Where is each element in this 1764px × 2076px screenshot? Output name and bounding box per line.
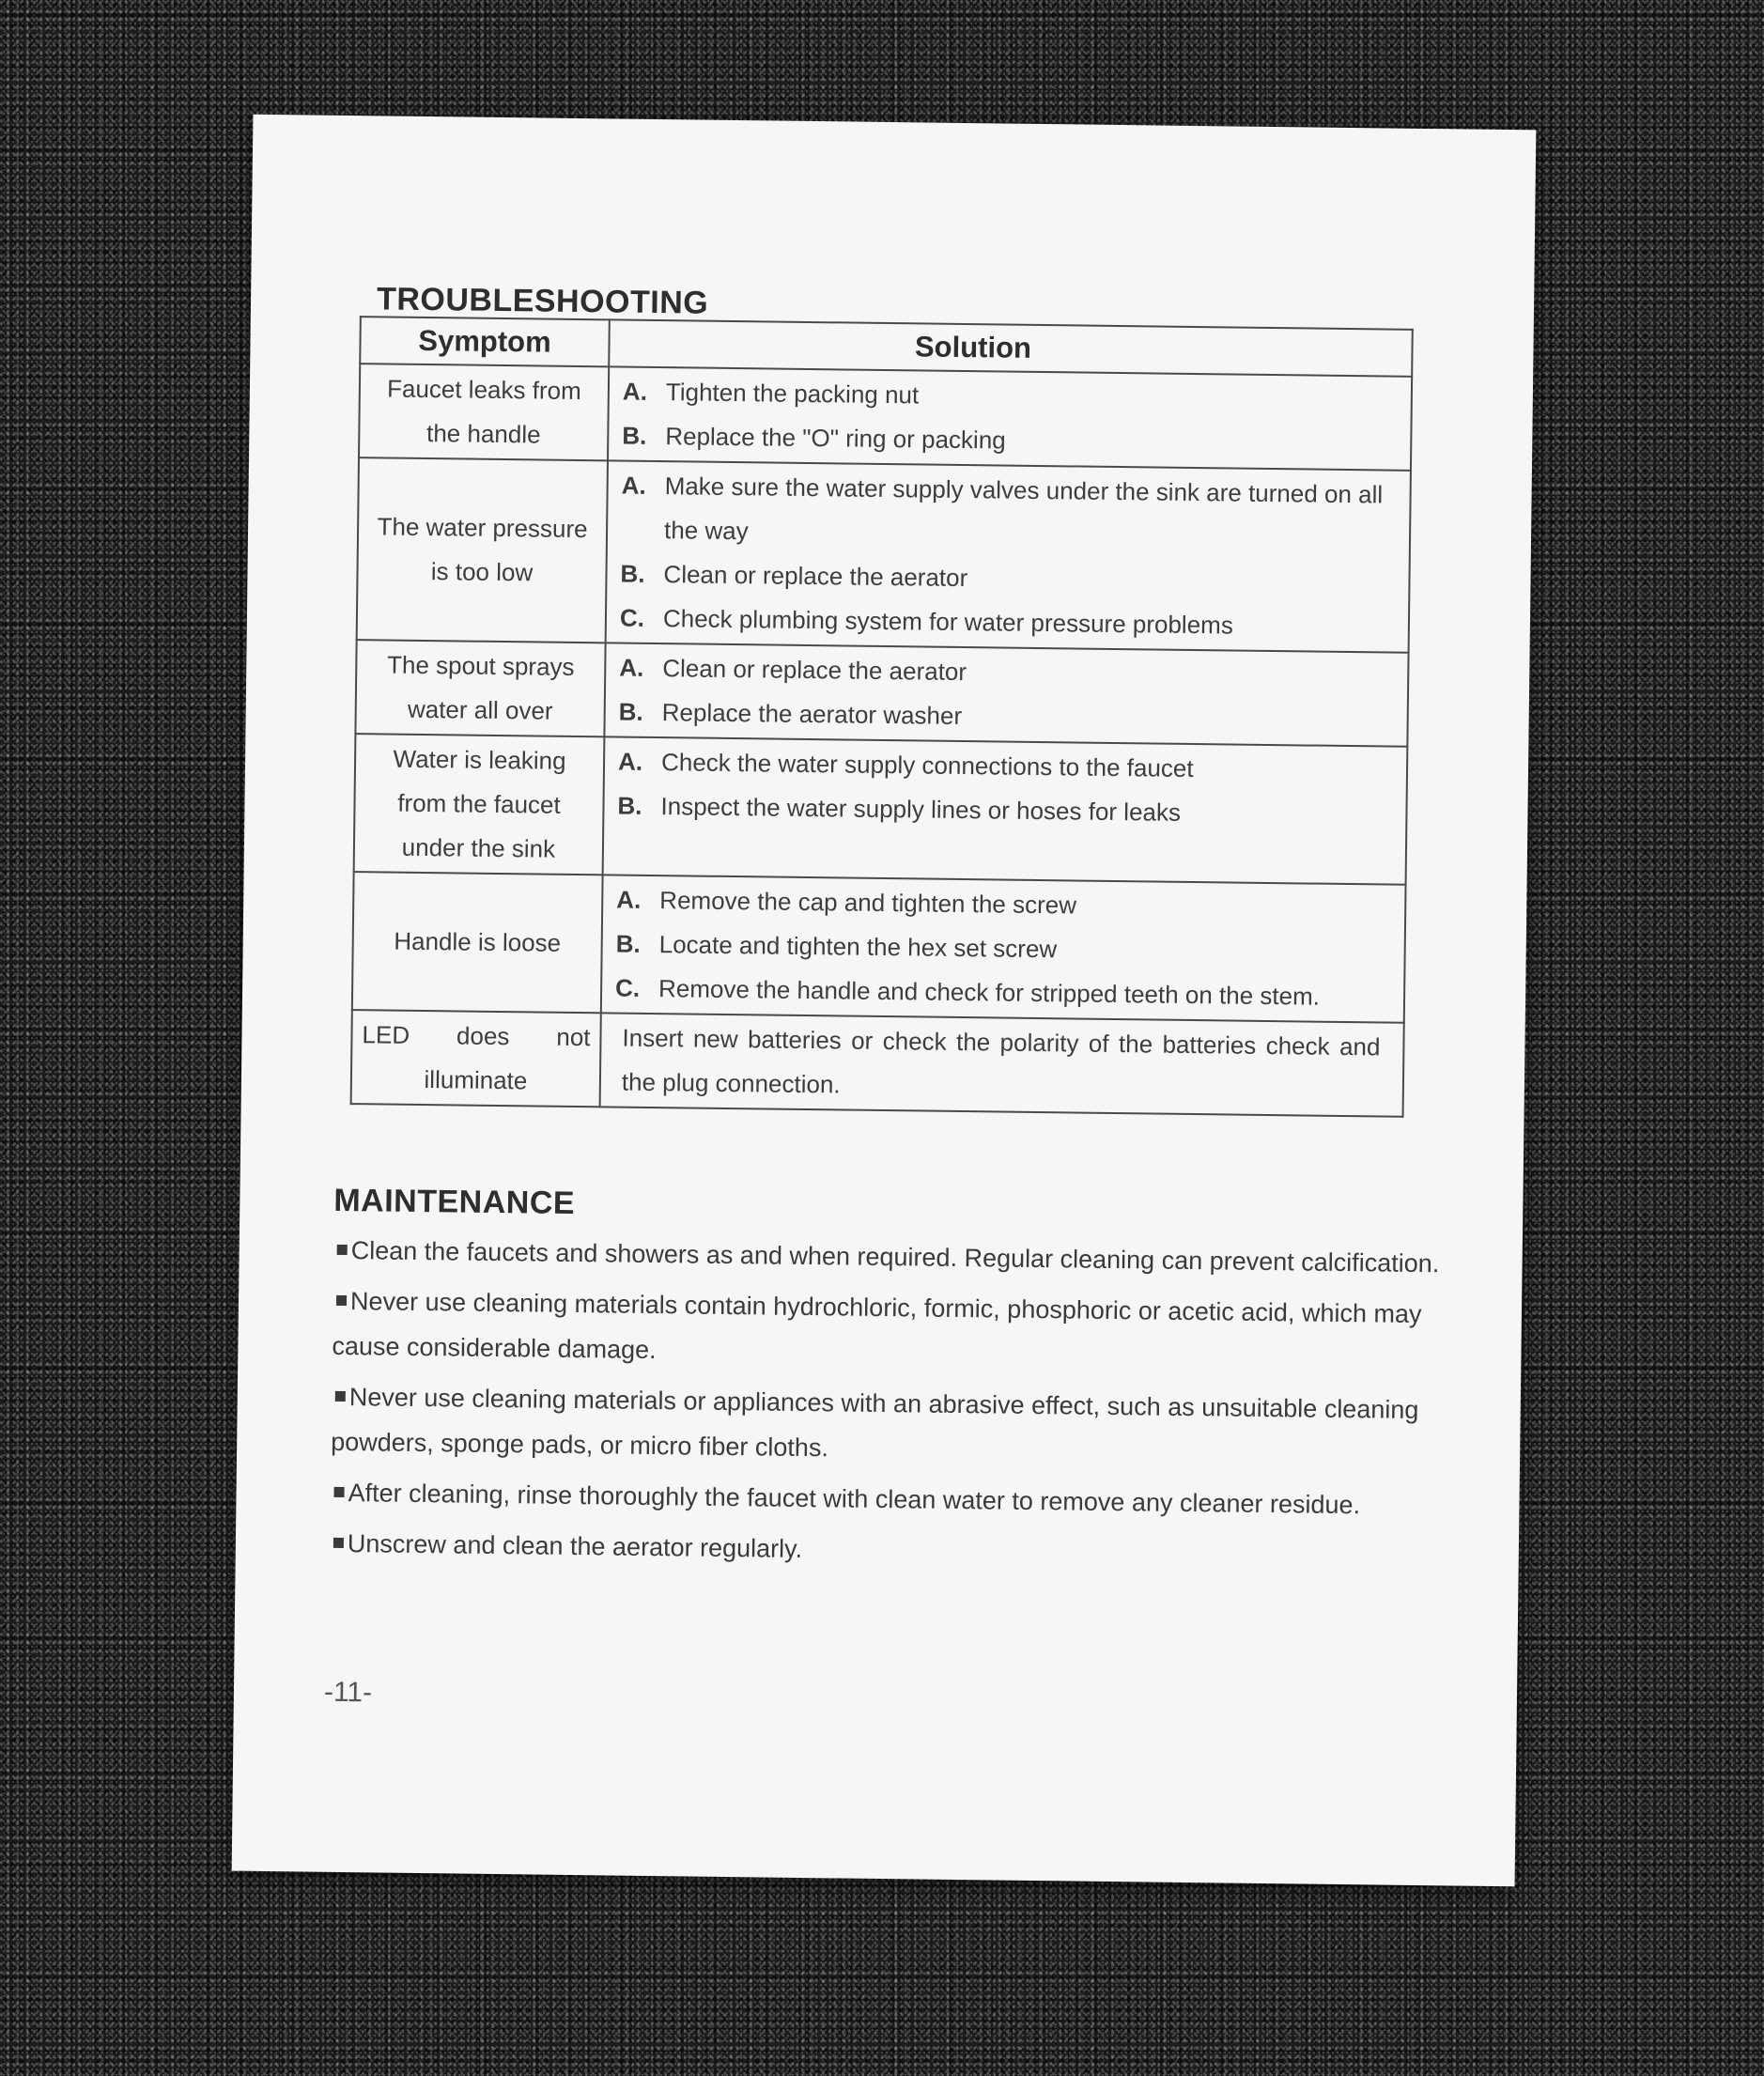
symptom-cell: Water is leaking from the faucet under the sink (354, 734, 605, 875)
solution-text: Clean or replace the aerator (663, 560, 968, 593)
maintenance-text: Unscrew and clean the aerator regularly. (347, 1529, 803, 1563)
troubleshooting-table (350, 316, 1414, 1118)
solution-letter: A. (616, 885, 642, 914)
solution-item (615, 967, 1382, 1020)
solution-cell (601, 875, 1406, 1022)
square-bullet-icon (336, 1295, 347, 1306)
symptom-cell: LED does not illuminate (351, 1010, 601, 1107)
maintenance-text: Never use cleaning materials or appliances with an abrasive effect, such as unsuitable cleaning powders, sponge pads, or micro fiber cloths. (331, 1383, 1419, 1463)
solution-letter: B. (618, 697, 643, 726)
symptom-cell: Faucet leaks from the handle (359, 364, 609, 460)
solution-item (620, 596, 1386, 650)
maintenance-title: MAINTENANCE (333, 1182, 576, 1221)
solution-letter: A. (617, 747, 643, 776)
solution-text: Check the water supply connections to the faucet (660, 748, 1194, 783)
troubleshooting-title: TROUBLESHOOTING (376, 281, 709, 321)
maintenance-text: After cleaning, rinse thoroughly the faucet with clean water to remove any cleaner residue. (348, 1479, 1361, 1520)
maintenance-text: Never use cleaning materials contain hydrochloric, formic, phosphoric or acetic acid, which may cause considerable damage. (332, 1287, 1422, 1365)
manual-page (232, 115, 1537, 1887)
solution-cell (603, 736, 1408, 884)
list-item (333, 1228, 1469, 1287)
table-row (354, 734, 1408, 885)
solution-text: Inspect the water supply lines or hoses for leaks (660, 792, 1182, 827)
solution-text: Insert new batteries or check the polarity of the batteries check and the plug connection. (621, 1023, 1381, 1099)
square-bullet-icon (333, 1538, 344, 1548)
solution-letter: C. (619, 603, 645, 632)
solution-text: Tighten the packing nut (665, 378, 920, 410)
symptom-header: Symptom (360, 317, 610, 366)
solution-cell (600, 1013, 1404, 1116)
solution-text: Remove the handle and check for stripped teeth on the stem. (658, 974, 1321, 1011)
solution-letter: B. (617, 791, 642, 820)
solution-letter: B. (620, 559, 645, 588)
solution-text: Check plumbing system for water pressure problems (662, 604, 1233, 640)
solution-cell (608, 366, 1412, 470)
solution-text: Replace the "O" ring or packing (665, 422, 1006, 455)
solution-cell (604, 643, 1408, 746)
maintenance-list (330, 1228, 1470, 1586)
solution-letter: A. (621, 471, 646, 500)
table-row (359, 364, 1412, 471)
table-row (357, 457, 1411, 653)
solution-letter: A. (619, 653, 644, 682)
square-bullet-icon (333, 1487, 344, 1497)
table-row (355, 640, 1408, 747)
table-row (351, 1010, 1404, 1117)
page-number: -11- (323, 1676, 373, 1709)
solution-item (621, 464, 1387, 562)
list-item (331, 1374, 1468, 1479)
solution-header: Solution (609, 319, 1413, 376)
square-bullet-icon (337, 1245, 348, 1255)
symptom-cell: The spout sprays water all over (355, 640, 605, 736)
list-item (330, 1521, 1466, 1580)
solution-letter: B. (622, 421, 647, 450)
solution-text: Replace the aerator washer (661, 698, 963, 730)
solution-text: Clean or replace the aerator (662, 654, 967, 687)
solution-letter: B. (615, 929, 641, 958)
solution-letter: A. (622, 377, 648, 406)
solution-text: Locate and tighten the hex set screw (658, 930, 1058, 964)
table-row (352, 872, 1406, 1023)
list-item (332, 1278, 1469, 1383)
solution-item (622, 414, 1388, 468)
solution-letter: C. (614, 973, 641, 1002)
maintenance-text: Clean the faucets and showers as and when required. Regular cleaning can prevent calcification. (350, 1236, 1440, 1278)
list-item (330, 1470, 1466, 1529)
solution-item (617, 784, 1384, 838)
solution-item (618, 690, 1385, 744)
symptom-cell: Handle is loose (352, 872, 603, 1013)
solution-cell (606, 460, 1411, 652)
square-bullet-icon (335, 1391, 346, 1402)
solution-text: Make sure the water supply valves under the sink are turned on all the way (663, 472, 1384, 546)
symptom-cell: The water pressure is too low (357, 457, 608, 643)
solution-text: Remove the cap and tighten the screw (659, 886, 1077, 920)
